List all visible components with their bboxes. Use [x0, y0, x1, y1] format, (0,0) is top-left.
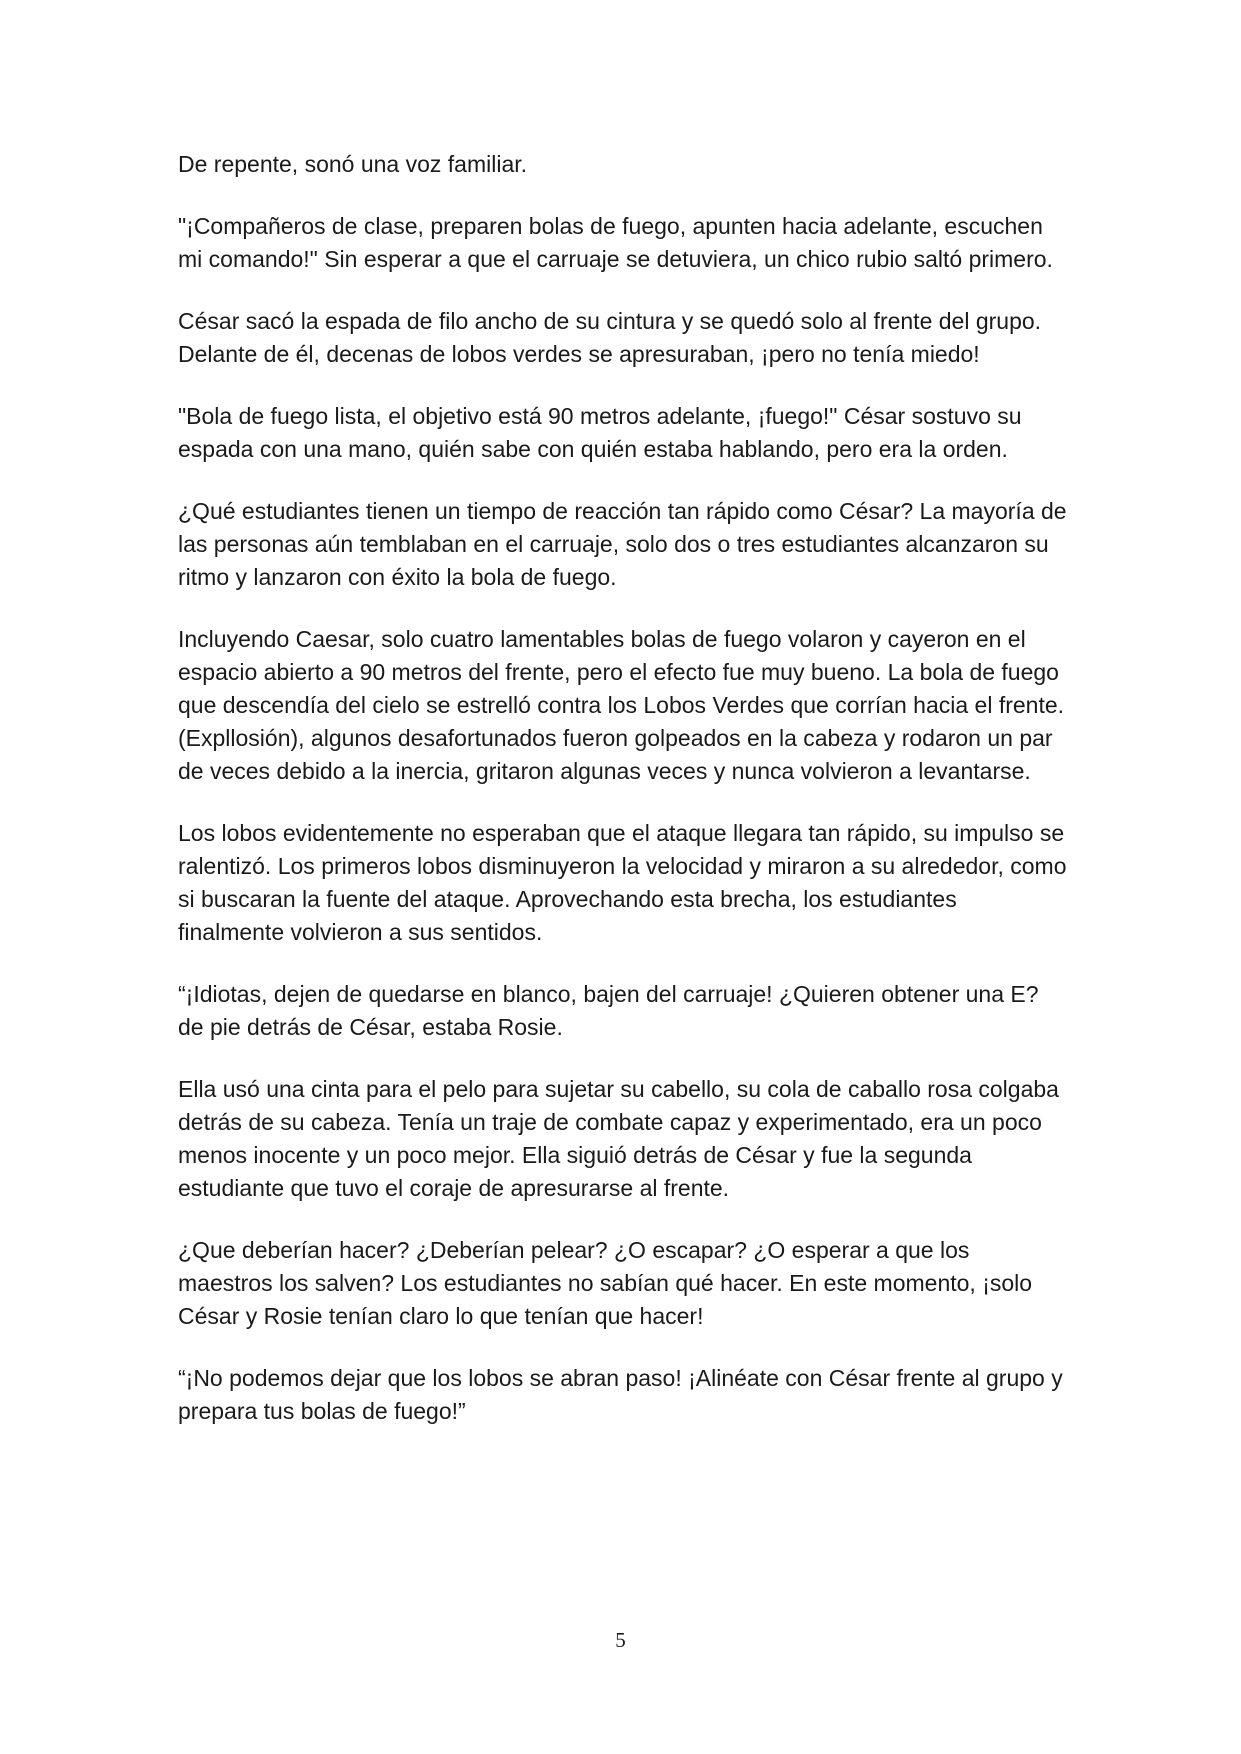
paragraph: “¡No podemos dejar que los lobos se abran paso! ¡Alinéate con César frente al grupo y prepara tus bolas de fuego!” [178, 1365, 1063, 1424]
paragraph: “¡Idiotas, dejen de quedarse en blanco, bajen del carruaje! ¿Quieren obtener una E? de pie detrás de César, estaba Rosie. [178, 981, 1039, 1040]
paragraph: "Bola de fuego lista, el objetivo está 90 metros adelante, ¡fuego!" César sostuvo su espada con una mano, quién sabe con quién estaba hablando, pero era la orden. [178, 403, 1022, 462]
paragraph: ¿Que deberían hacer? ¿Deberían pelear? ¿O escapar? ¿O esperar a que los maestros los salven? Los estudiantes no sabían qué hacer. En este momento, ¡solo César y Rosie tenían claro lo que tenían que hacer! [178, 1237, 1033, 1329]
paragraph: Los lobos evidentemente no esperaban que el ataque llegara tan rápido, su impulso se ralentizó. Los primeros lobos disminuyeron la velocidad y miraron a su alrededor, como si buscaran la fuente del ataque. Aprovechando esta brecha, los estudiantes finalmente volvieron a sus sentidos. [178, 820, 1067, 945]
page-body [178, 148, 1068, 1457]
paragraph: "¡Compañeros de clase, preparen bolas de fuego, apunten hacia adelante, escuchen mi comando!" Sin esperar a que el carruaje se detuviera, un chico rubio saltó primero. [178, 213, 1053, 272]
paragraph: Incluyendo Caesar, solo cuatro lamentables bolas de fuego volaron y cayeron en el espacio abierto a 90 metros del frente, pero el efecto fue muy bueno. La bola de fuego que descendía del cielo se estrelló contra los Lobos Verdes que corrían hacia el frente. (Expllosión), algunos desafortunados fueron golpeados en la cabeza y rodaron un par de veces debido a la inercia, gritaron algunas veces y nunca volvieron a levantarse. [178, 626, 1065, 784]
paragraph: De repente, sonó una voz familiar. [178, 151, 528, 177]
paragraph: ¿Qué estudiantes tienen un tiempo de reacción tan rápido como César? La mayoría de las personas aún temblaban en el carruaje, solo dos o tres estudiantes alcanzaron su ritmo y lanzaron con éxito la bola de fuego. [178, 498, 1067, 590]
paragraph: Ella usó una cinta para el pelo para sujetar su cabello, su cola de caballo rosa colgaba detrás de su cabeza. Tenía un traje de combate capaz y experimentado, era un poco menos inocente y un poco mejor. Ella siguió detrás de César y fue la segunda estudiante que tuvo el coraje de apresurarse al frente. [178, 1076, 1059, 1201]
page-number: 5 [615, 1628, 626, 1652]
paragraph: César sacó la espada de filo ancho de su cintura y se quedó solo al frente del grupo. Delante de él, decenas de lobos verdes se apresuraban, ¡pero no tenía miedo! [178, 308, 1042, 367]
